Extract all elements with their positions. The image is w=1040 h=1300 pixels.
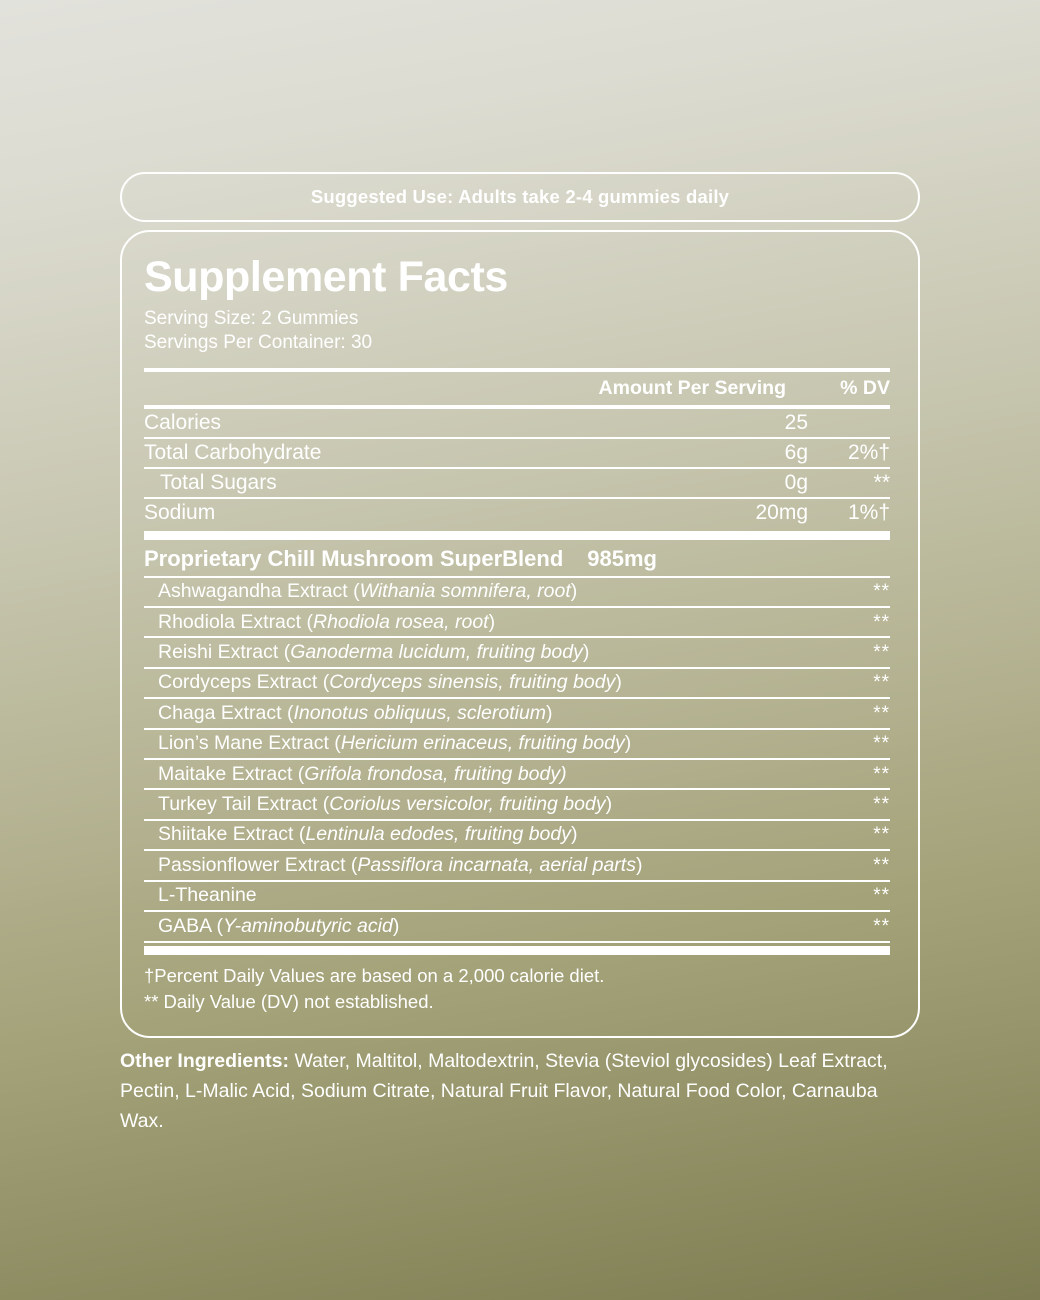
table-header-row <box>144 372 890 405</box>
serving-size: Serving Size: 2 Gummies <box>144 308 359 329</box>
divider-blend <box>144 531 890 540</box>
ingredient-dv: ** <box>873 824 890 846</box>
ingredient-label: Cordyceps Extract (Cordyceps sinensis, fruiting body) <box>158 671 622 694</box>
ingredient-label: Lion’s Mane Extract (Hericium erinaceus, fruiting body) <box>158 732 632 755</box>
ingredient-label: Maitake Extract (Grifola frondosa, fruiting body) <box>158 762 567 785</box>
table-row <box>144 409 890 439</box>
nutrient-amount: 20mg <box>755 500 808 524</box>
other-ingredients-text: Water, Maltitol, Maltodextrin, Stevia (Steviol glycosides) Leaf Extract, Pectin, L-Malic Acid, Sodium Citrate, Natural Fruit Flavor, Natural Food Color, Carnauba Wax. <box>120 1050 888 1133</box>
ingredient-dv: ** <box>873 702 890 724</box>
table-row <box>144 638 890 668</box>
table-row <box>144 469 890 499</box>
ingredient-dv: ** <box>873 641 890 663</box>
table-row <box>144 578 890 608</box>
table-row <box>144 499 890 527</box>
ingredient-table <box>144 578 890 943</box>
suggested-use-text: Suggested Use: Adults take 2-4 gummies daily <box>310 186 730 207</box>
table-row <box>144 439 890 469</box>
table-row <box>144 760 890 790</box>
nutrient-label: Total Carbohydrate <box>144 440 322 464</box>
other-ingredients-label: Other Ingredients: <box>120 1050 290 1072</box>
footnote-dv-not-established: ** Daily Value (DV) not established. <box>144 991 434 1013</box>
table-row <box>144 912 890 942</box>
column-header-amount: Amount Per Serving <box>598 376 786 399</box>
ingredient-label: Chaga Extract (Inonotus obliquus, sclerotium) <box>158 701 553 724</box>
supplement-facts-panel <box>120 230 920 1038</box>
table-row <box>144 730 890 760</box>
blend-header-row <box>144 540 890 578</box>
nutrient-dv: 2%† <box>847 440 890 464</box>
ingredient-label: GABA (Y-aminobutyric acid) <box>158 914 400 937</box>
servings-per-container: Servings Per Container: 30 <box>144 332 373 354</box>
ingredient-label: Shiitake Extract (Lentinula edodes, fruiting body) <box>158 823 578 846</box>
ingredient-label: Rhodiola Extract (Rhodiola rosea, root) <box>158 610 496 633</box>
ingredient-dv: ** <box>873 885 890 907</box>
nutrient-amount: 0g <box>784 470 808 494</box>
column-header-dv: % DV <box>840 376 890 399</box>
nutrient-amount: 6g <box>784 440 808 464</box>
footnotes <box>144 955 890 1017</box>
table-row <box>144 882 890 912</box>
table-row <box>144 608 890 638</box>
ingredient-dv: ** <box>873 672 890 694</box>
nutrient-dv: ** <box>873 470 890 494</box>
table-row <box>144 851 890 881</box>
suggested-use-pill <box>120 172 920 222</box>
ingredient-label: Turkey Tail Extract (Coriolus versicolor, fruiting body) <box>158 792 613 815</box>
table-row <box>144 790 890 820</box>
table-row <box>144 699 890 729</box>
ingredient-dv: ** <box>873 763 890 785</box>
divider-footnotes <box>144 946 890 955</box>
blend-amount: 985mg <box>587 545 657 571</box>
ingredient-label: Reishi Extract (Ganoderma lucidum, fruiting body) <box>158 640 590 663</box>
ingredient-dv: ** <box>873 581 890 603</box>
table-row <box>144 821 890 851</box>
ingredient-label: Passionflower Extract (Passiflora incarnata, aerial parts) <box>158 853 643 876</box>
page-title: Supplement Facts <box>144 253 508 301</box>
nutrient-dv: 1%† <box>847 500 890 524</box>
ingredient-label: L-Theanine <box>158 884 257 907</box>
blend-label: Proprietary Chill Mushroom SuperBlend <box>144 545 564 571</box>
ingredient-dv: ** <box>873 915 890 937</box>
footnote-daily-values: †Percent Daily Values are based on a 2,000 calorie diet. <box>144 964 605 986</box>
nutrient-label: Calories <box>144 410 222 434</box>
ingredient-dv: ** <box>873 854 890 876</box>
other-ingredients <box>120 1046 910 1137</box>
nutrient-table <box>144 409 890 527</box>
table-row <box>144 669 890 699</box>
ingredient-label: Ashwagandha Extract (Withania somnifera, root) <box>158 580 578 603</box>
ingredient-dv: ** <box>873 793 890 815</box>
ingredient-dv: ** <box>873 733 890 755</box>
nutrient-label: Total Sugars <box>160 470 277 494</box>
nutrient-label: Sodium <box>144 500 216 524</box>
nutrient-amount: 25 <box>784 410 808 434</box>
ingredient-dv: ** <box>873 611 890 633</box>
